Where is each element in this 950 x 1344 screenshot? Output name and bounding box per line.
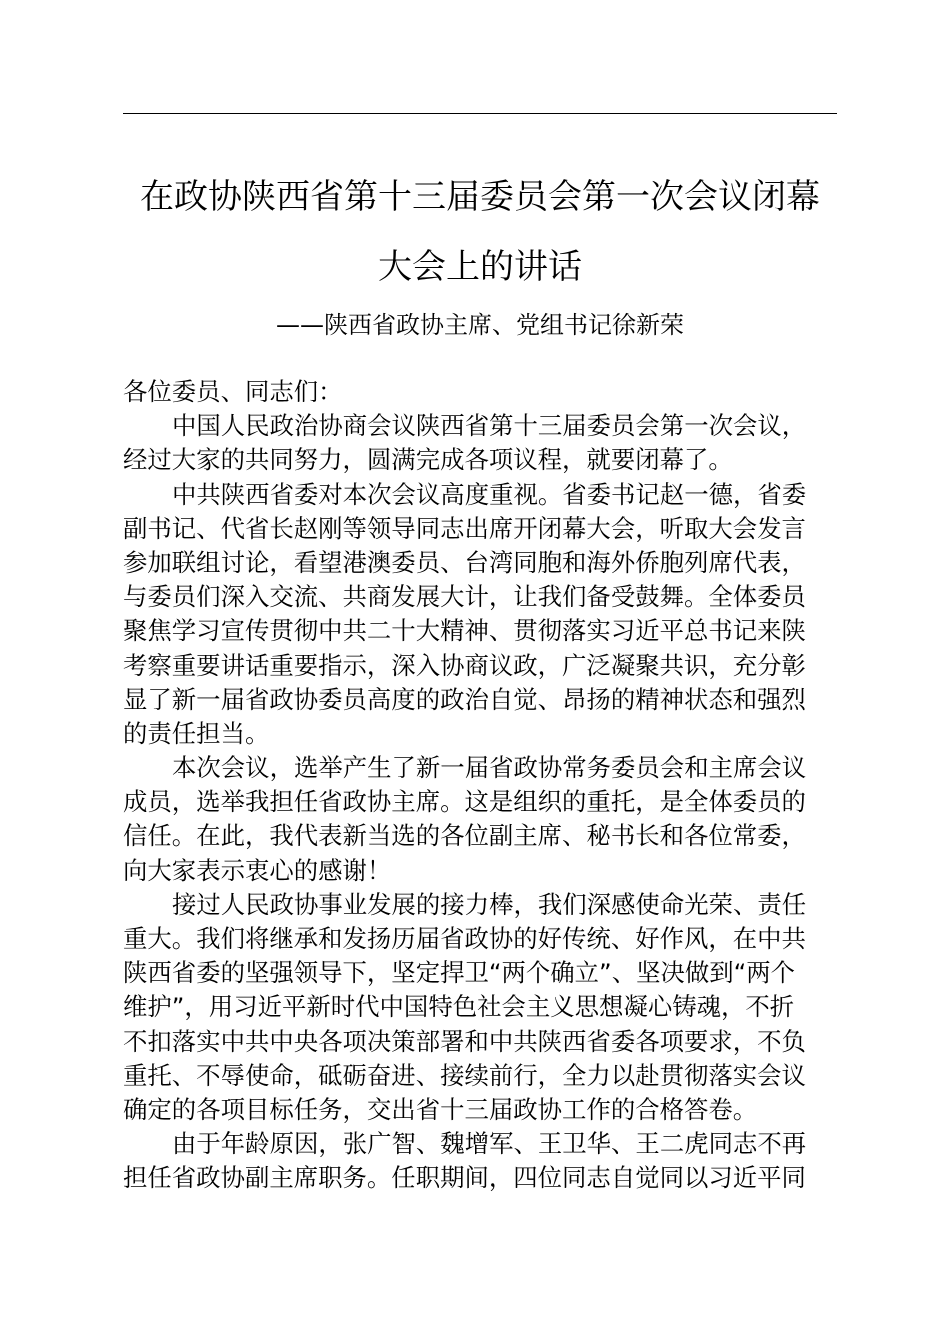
body-line-13: 信任。在此，我代表新当选的各位副主席、秘书长和各位常委，	[123, 821, 806, 851]
body-line-16: 重大。我们将继承和发扬历届省政协的好传统、好作风，在中共	[123, 924, 806, 953]
body-line-23: 担任省政协副主席职务。任职期间，四位同志自觉同以习近平同	[123, 1163, 806, 1193]
body-line-11: 本次会议，选举产生了新一届省政协常务委员会和主席会议	[172, 753, 807, 783]
salutation-line: 各位委员、同志们：	[123, 377, 343, 406]
body-line-5: 参加联组讨论，看望港澳委员、台湾同胞和海外侨胞列席代表，	[123, 547, 806, 577]
subtitle-speaker: ——陕西省政协主席、党组书记徐新荣	[276, 311, 684, 339]
body-line-21: 确定的各项目标任务，交出省十三届政协工作的合格答卷。	[123, 1094, 758, 1124]
body-line-7: 聚焦学习宣传贯彻中共二十大精神、贯彻落实习近平总书记来陕	[123, 616, 806, 646]
header-divider	[123, 113, 837, 114]
body-line-9: 显了新一届省政协委员高度的政治自觉、昂扬的精神状态和强烈	[123, 684, 806, 714]
body-line-10: 的责任担当。	[123, 718, 270, 748]
body-line-6: 与委员们深入交流、共商发展大计，让我们备受鼓舞。全体委员	[123, 582, 806, 612]
body-line-17: 陕西省委的坚强领导下，坚定捍卫“两个确立”、坚决做到“两个	[123, 958, 796, 988]
body-line-4: 副书记、代省长赵刚等领导同志出席开闭幕大会，听取大会发言	[123, 513, 806, 543]
body-line-15: 接过人民政协事业发展的接力棒，我们深感使命光荣、责任	[172, 889, 807, 919]
body-line-3: 中共陕西省委对本次会议高度重视。省委书记赵一德，省委	[172, 479, 807, 509]
title-line-1: 在政协陕西省第十三届委员会第一次会议闭幕	[140, 177, 820, 217]
body-line-19: 不扣落实中共中央各项决策部署和中共陕西省委各项要求，不负	[123, 1026, 806, 1056]
body-line-14: 向大家表示衷心的感谢！	[123, 855, 392, 885]
body-line-18: 维护”，用习近平新时代中国特色社会主义思想凝心铸魂，不折	[123, 992, 795, 1022]
body-line-8: 考察重要讲话重要指示，深入协商议政，广泛凝聚共识，充分彰	[123, 650, 806, 680]
body-line-22: 由于年龄原因，张广智、魏增军、王卫华、王二虎同志不再	[172, 1129, 807, 1159]
body-line-1: 中国人民政治协商会议陕西省第十三届委员会第一次会议，	[172, 411, 807, 441]
title-line-2: 大会上的讲话	[378, 247, 582, 287]
speech-body	[123, 375, 838, 1196]
body-line-12: 成员，选举我担任省政协主席。这是组织的重托，是全体委员的	[123, 787, 806, 817]
body-line-2: 经过大家的共同努力，圆满完成各项议程，就要闭幕了。	[123, 445, 733, 475]
body-line-20: 重托、不辱使命，砥砺奋进、接续前行，全力以赴贯彻落实会议	[123, 1060, 806, 1090]
